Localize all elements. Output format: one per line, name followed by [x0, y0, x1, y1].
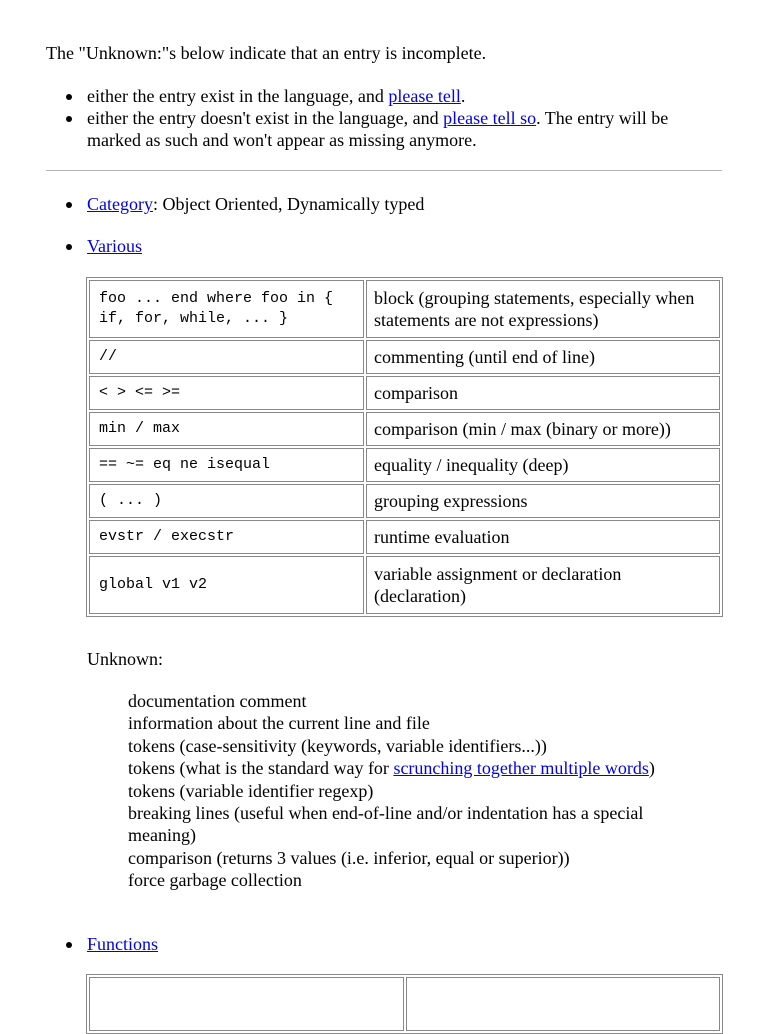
unknown-list [128, 690, 688, 892]
unknown-item: breaking lines (useful when end-of-line and/or indentation has a special meaning) [128, 803, 644, 846]
desc-cell: commenting (until end of line) [366, 340, 720, 374]
code-cell: min / max [89, 412, 364, 446]
desc-cell: equality / inequality (deep) [366, 448, 720, 482]
please-tell-so-link[interactable]: please tell so [443, 108, 537, 128]
unknown-item: documentation comment [128, 691, 307, 711]
desc-cell: variable assignment or declaration (declaration) [366, 556, 720, 614]
various-list [46, 235, 142, 257]
code-cell: // [89, 340, 364, 374]
category-item [46, 193, 424, 215]
desc-cell: grouping expressions [366, 484, 720, 518]
table-row [89, 340, 720, 374]
unknown-item: comparison (returns 3 values (i.e. inferior, equal or superior)) [128, 847, 570, 868]
code-cell: foo ... end where foo in { if, for, while, ... } [89, 280, 364, 338]
unknown-label: Unknown: [87, 649, 163, 669]
unknown-item: tokens (case-sensitivity (keywords, variable identifiers...)) [128, 735, 547, 756]
unknown-item [128, 757, 688, 779]
desc-cell: comparison [366, 376, 720, 410]
desc-cell: runtime evaluation [366, 520, 720, 554]
table-cell [406, 977, 721, 1031]
category-list [46, 193, 424, 215]
functions-link[interactable]: Functions [87, 934, 159, 954]
code-cell: evstr / execstr [89, 520, 364, 554]
various-item [46, 235, 142, 257]
table-row [89, 484, 720, 518]
note-text: either the entry doesn't exist in the language, and [87, 108, 444, 128]
unknown-item: information about the current line and file [128, 713, 430, 734]
code-cell: global v1 v2 [89, 556, 364, 614]
intro-text: The "Unknown:"s below indicate that an entry is incomplete. [46, 43, 487, 63]
various-link[interactable]: Various [87, 236, 142, 256]
unknown-item-text: tokens (what is the standard way for [128, 758, 394, 779]
unknown-item-text: ) [648, 758, 655, 779]
functions-table [86, 974, 723, 1034]
table-row [89, 280, 720, 338]
code-cell: < > <= >= [89, 376, 364, 410]
various-table [86, 277, 723, 617]
please-tell-link[interactable]: please tell [388, 86, 461, 106]
note-text: either the entry exist in the language, and [87, 86, 389, 106]
note-item [46, 85, 706, 107]
table-row [89, 448, 720, 482]
note-item [46, 107, 706, 151]
notes-list [46, 85, 706, 151]
table-row [89, 412, 720, 446]
divider [46, 170, 722, 171]
table-row [89, 556, 720, 614]
category-text: : Object Oriented, Dynamically typed [152, 194, 425, 214]
note-text: . [460, 86, 466, 106]
desc-cell: block (grouping statements, especially when statements are not expressions) [366, 280, 720, 338]
table-row [89, 520, 720, 554]
table-row [89, 977, 720, 1031]
unknown-item: force garbage collection [128, 870, 302, 891]
scrunching-link[interactable]: scrunching together multiple words [393, 758, 649, 779]
code-cell: ( ... ) [89, 484, 364, 518]
code-cell: == ~= eq ne isequal [89, 448, 364, 482]
functions-item [46, 933, 158, 955]
unknown-item: tokens (variable identifier regexp) [128, 780, 374, 801]
category-link[interactable]: Category [87, 194, 153, 214]
table-cell [89, 977, 404, 1031]
functions-list [46, 933, 158, 955]
note-text: . The entry will be marked as such and won't appear as missing anymore. [87, 108, 669, 150]
table-row [89, 376, 720, 410]
desc-cell: comparison (min / max (binary or more)) [366, 412, 720, 446]
